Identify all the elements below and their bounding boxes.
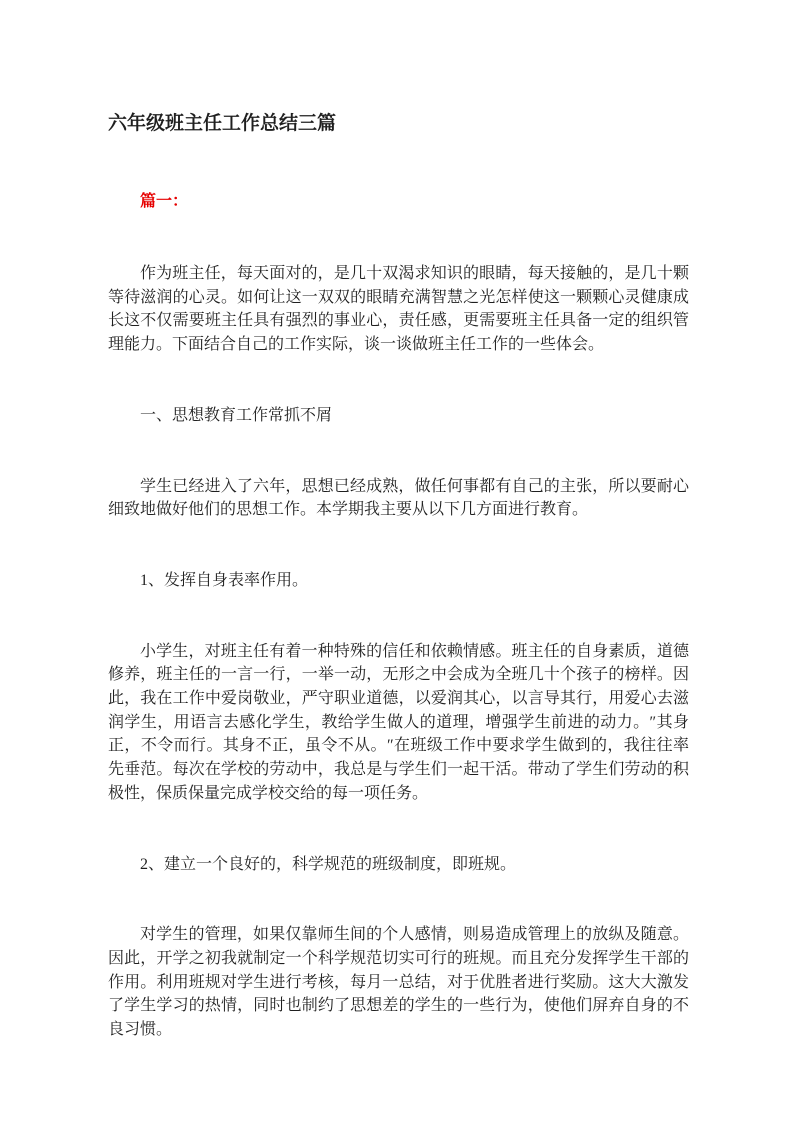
heading-section-one: 一、思想教育工作常抓不屑 xyxy=(140,406,333,424)
paragraph-point-2: 对学生的管理，如果仅靠师生间的个人感情，则易造成管理上的放纵及随意。因此，开学之初我就制定一个科学规范切实可行的班规。而且充分发挥学生干部的作用。利用班规对学生进行考核，每月一总结，对于优胜者进行奖励。这大大激发了学生学习的热情，同时也制约了思想差的学生的一些行为，使他们屏弃自身的不良习惯。 xyxy=(108,926,689,1039)
document-title: 六年级班主任工作总结三篇 xyxy=(108,113,337,134)
heading-point-2: 2、建立一个良好的，科学规范的班级制度，即班规。 xyxy=(140,855,517,873)
heading-point-1: 1、发挥自身表率作用。 xyxy=(140,571,309,589)
paragraph-intro: 作为班主任，每天面对的，是几十双渴求知识的眼睛，每天接触的，是几十颗等待滋润的心灵。如何让这一双双的眼睛充满智慧之光怎样使这一颗颗心灵健康成长这不仅需要班主任具有强烈的事业心，责任感，更需要班主任具备一定的组织管理能力。下面结合自己的工作实际，谈一谈做班主任工作的一些体会。 xyxy=(108,265,689,354)
section-label-pian-yi: 篇一： xyxy=(140,193,189,210)
paragraph-point-1: 小学生，对班主任有着一种特殊的信任和依赖情感。班主任的自身素质，道德修养，班主任的一言一行，一举一动，无形之中会成为全班几十个孩子的榜样。因此，我在工作中爱岗敬业，严守职业道德，以爱润其心，以言导其行，用爱心去滋润学生，用语言去感化学生，教给学生做人的道理，增强学生前进的动力。″其身正，不令而行。其身不正，虽令不从。″在班级工作中要求学生做到的，我往往率先垂范。每次在学校的劳动中，我总是与学生们一起干活。带动了学生们劳动的积极性，保质保量完成学校交给的每一项任务。 xyxy=(108,642,689,802)
paragraph-section-one-intro: 学生已经进入了六年，思想已经成熟，做任何事都有自己的主张，所以要耐心细致地做好他们的思想工作。本学期我主要从以下几方面进行教育。 xyxy=(108,477,689,519)
